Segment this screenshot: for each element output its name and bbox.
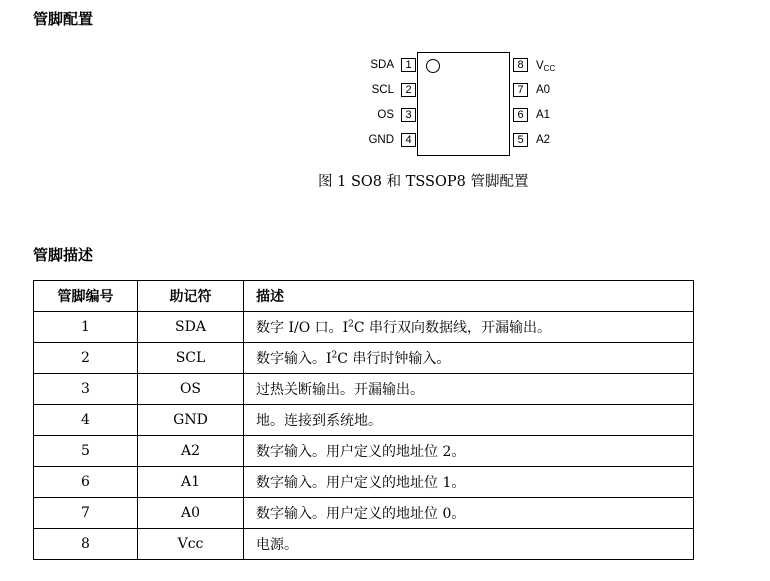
mnemonic-cell: GND	[138, 405, 244, 436]
pin-number-cell: 1	[34, 312, 138, 343]
table-row	[34, 343, 694, 374]
mnemonic-cell: A1	[138, 467, 244, 498]
table-row	[34, 436, 694, 467]
mnemonic-cell: Vcc	[138, 529, 244, 560]
pin-name-right: A2	[536, 134, 551, 146]
figure-caption: 图 1 SO8 和 TSSOP8 管脚配置	[318, 174, 529, 190]
description-cell: 数字输入。用户定义的地址位 1。	[244, 467, 694, 498]
table-row	[34, 529, 694, 560]
description-cell: 电源。	[244, 529, 694, 560]
description-cell: 数字 I/O 口。$I^2C$ 串行双向数据线，开漏输出。	[244, 312, 694, 343]
description-cell: 数字输入。用户定义的地址位 2。	[244, 436, 694, 467]
pin-number-cell: 3	[34, 374, 138, 405]
column-header: 助记符	[138, 281, 244, 312]
pin-number-cell: 8	[34, 529, 138, 560]
pin1-marker-icon	[426, 59, 440, 73]
pin-name-right: A0	[536, 84, 551, 96]
pin-number-box: 8	[513, 58, 528, 72]
pin-name-left: GND	[368, 134, 394, 146]
pin-number-box: 5	[513, 133, 528, 147]
mnemonic-cell: OS	[138, 374, 244, 405]
description-cell: 地。连接到系统地。	[244, 405, 694, 436]
pin-desc-heading: 管脚描述	[33, 246, 94, 264]
pin-number-cell: 2	[34, 343, 138, 374]
pin-number-box: 1	[401, 58, 416, 72]
pin-name-left: SDA	[370, 59, 394, 71]
pin-name-right: $V_{CC}$	[536, 60, 556, 73]
pin-number-box: 4	[401, 133, 416, 147]
pin-name-right: A1	[536, 109, 551, 121]
pin-number-box: 7	[513, 83, 528, 97]
column-header: 管脚编号	[34, 281, 138, 312]
pin-config-heading: 管脚配置	[33, 10, 94, 28]
pin-number-box: 3	[401, 108, 416, 122]
table-row	[34, 405, 694, 436]
pin-number-box: 6	[513, 108, 528, 122]
pin-number-box: 2	[401, 83, 416, 97]
description-cell: 数字输入。$I^2C$ 串行时钟输入。	[244, 343, 694, 374]
table-header-row	[34, 281, 694, 312]
table-row	[34, 467, 694, 498]
description-cell: 数字输入。用户定义的地址位 0。	[244, 498, 694, 529]
pin-name-left: SCL	[371, 84, 394, 96]
pin-description-table	[33, 280, 694, 560]
description-cell: 过热关断输出。开漏输出。	[244, 374, 694, 405]
pin-number-cell: 6	[34, 467, 138, 498]
pin-number-cell: 5	[34, 436, 138, 467]
mnemonic-cell: SCL	[138, 343, 244, 374]
table-row	[34, 498, 694, 529]
mnemonic-cell: A0	[138, 498, 244, 529]
mnemonic-cell: A2	[138, 436, 244, 467]
table-row	[34, 374, 694, 405]
mnemonic-cell: SDA	[138, 312, 244, 343]
pin-name-left: OS	[377, 109, 394, 121]
pin-number-cell: 7	[34, 498, 138, 529]
column-header: 描述	[244, 281, 694, 312]
chip-body	[417, 52, 510, 156]
pin-number-cell: 4	[34, 405, 138, 436]
table-row	[34, 312, 694, 343]
